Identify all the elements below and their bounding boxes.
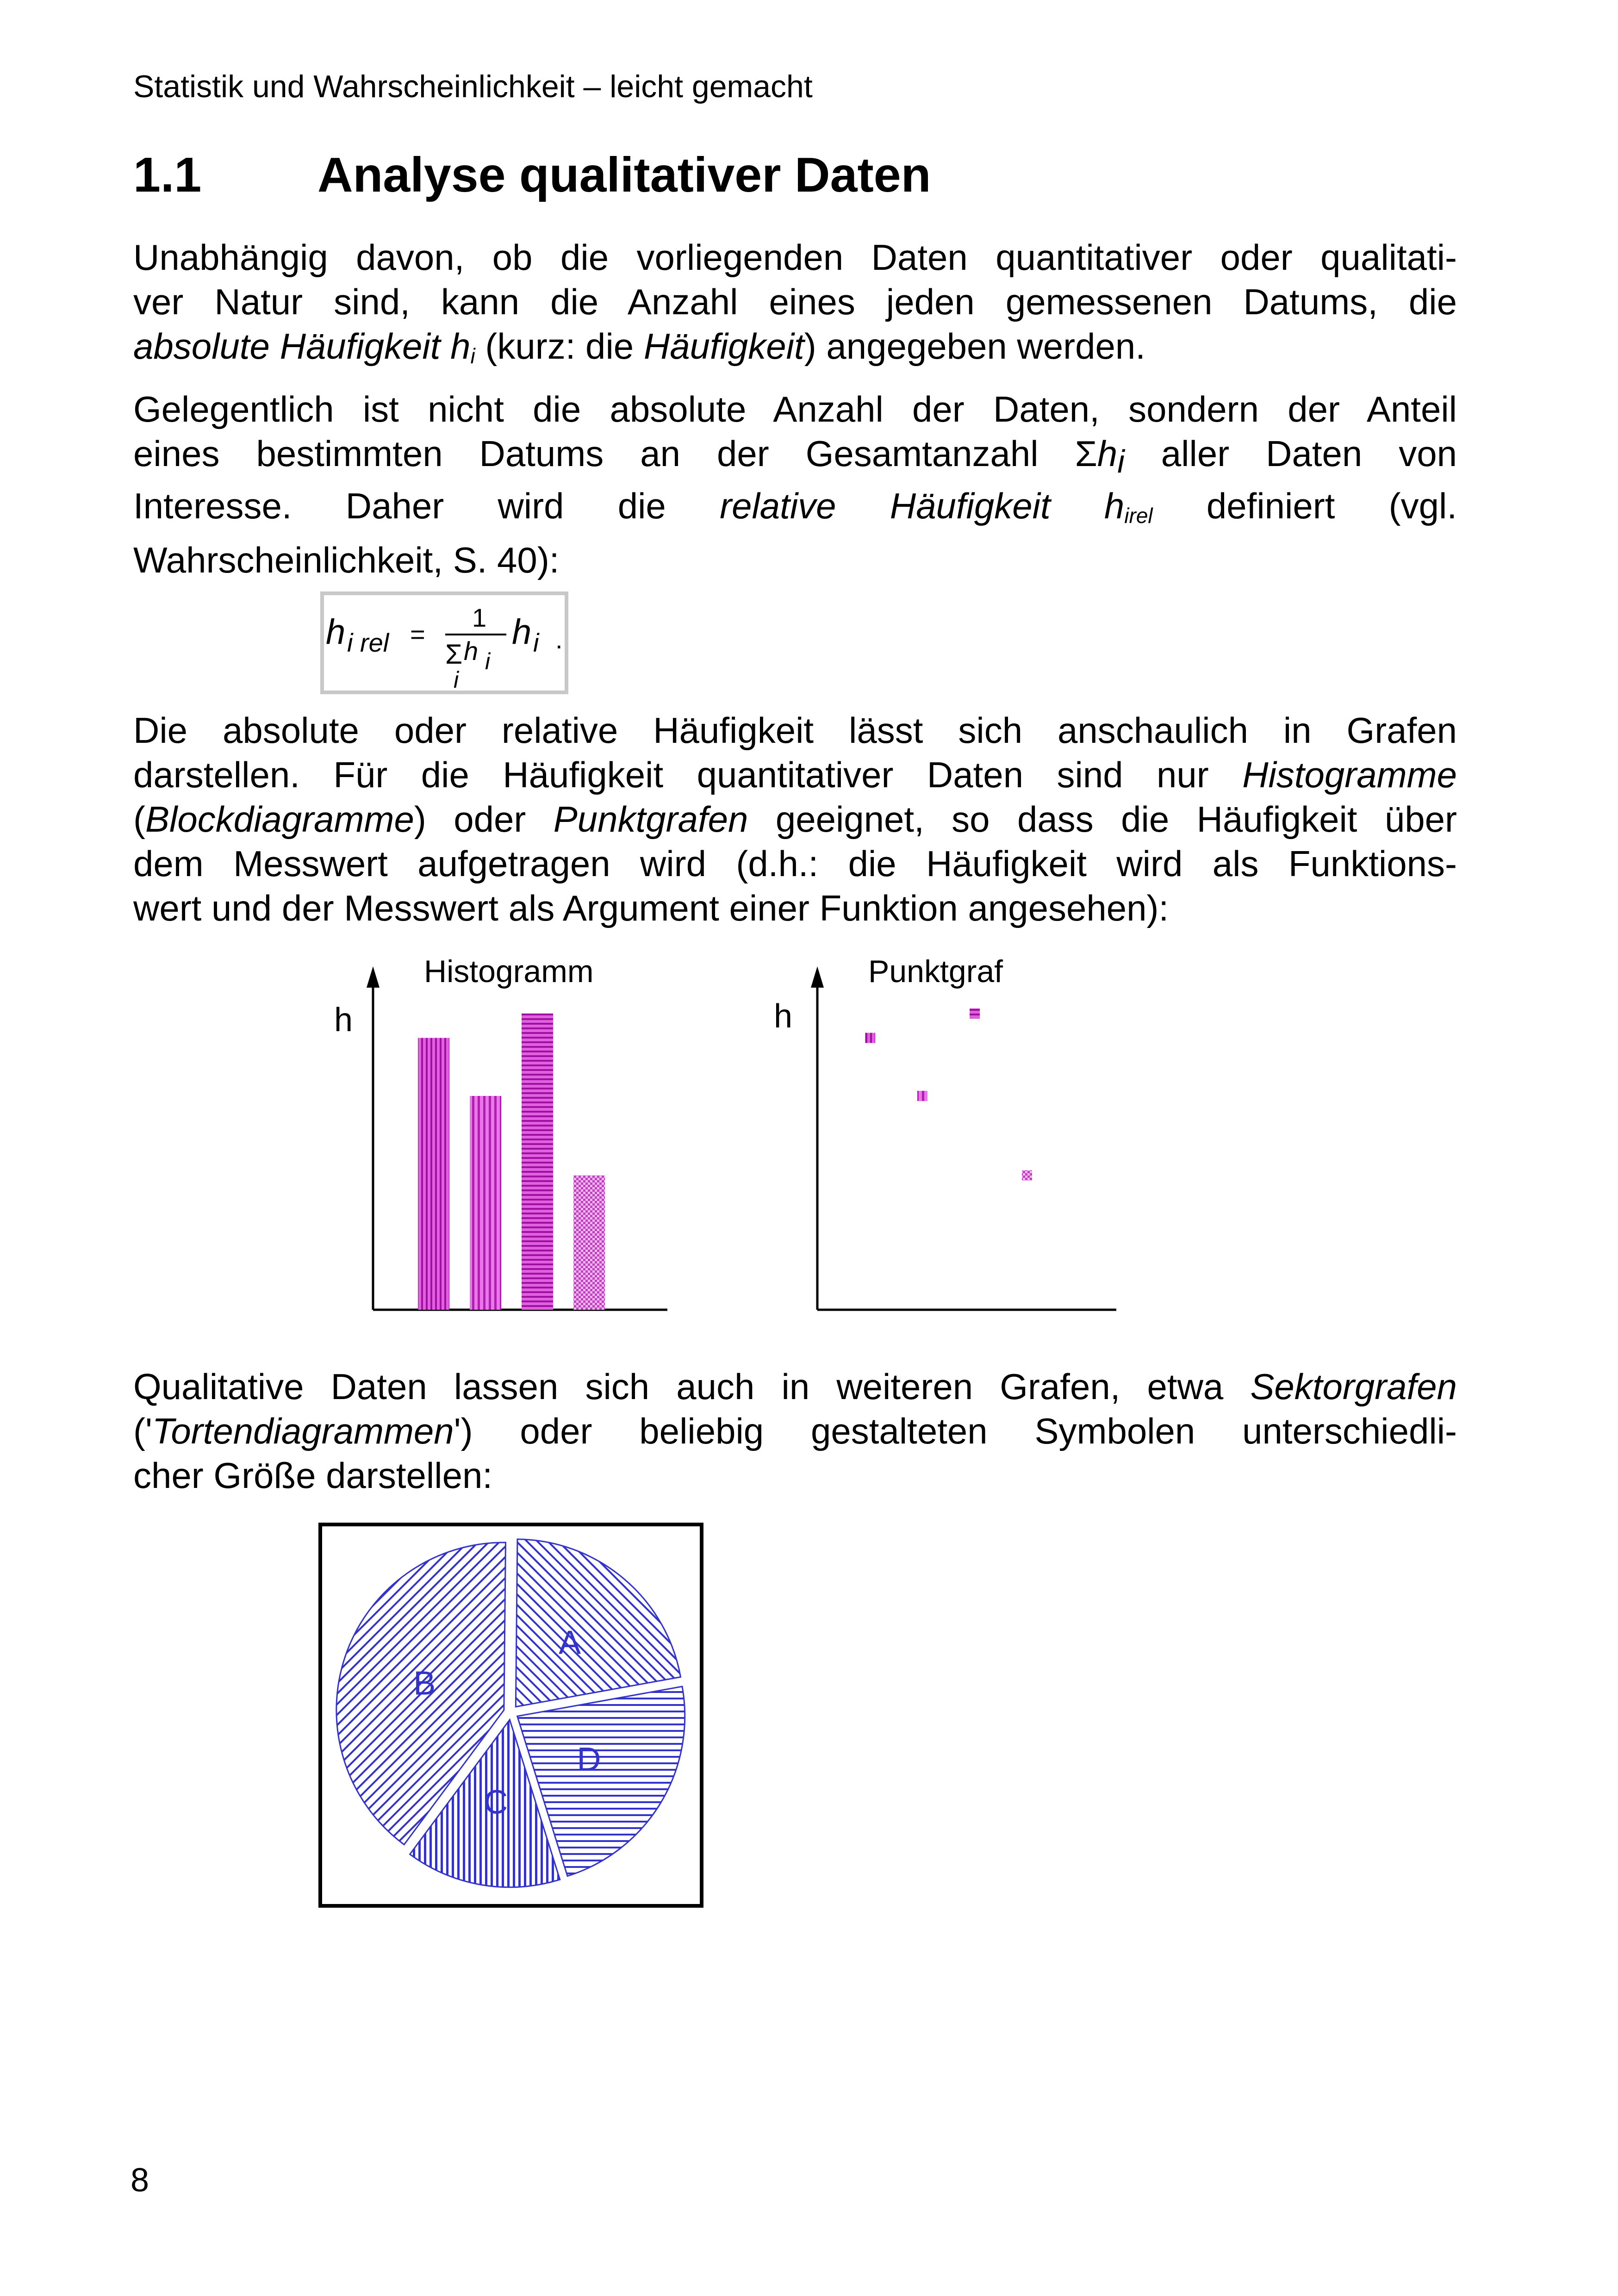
formula-numerator: 1 [472, 603, 487, 632]
p2-line-3 [133, 484, 1457, 538]
formula-box [320, 591, 568, 694]
formula-den-i: i [485, 648, 491, 674]
paragraph-4 [133, 1364, 1457, 1498]
pie-chart [318, 1523, 703, 1908]
dotplot-point-3 [970, 1008, 980, 1019]
p3-line-1: Die absolute oder relative Häufigkeit lässt sich anschaulich in Grafen [133, 710, 1457, 751]
dotplot-point-1 [865, 1033, 875, 1043]
p3-line-3 [133, 797, 1457, 841]
paragraph-3 [133, 708, 1457, 930]
term-relative-haeufigkeit: relative Häufigkeit [720, 485, 1051, 526]
histogram-bars [418, 1014, 605, 1310]
formula-lhs-h: h [326, 612, 346, 652]
term-tortendiagrammen: Tortendiagrammen [152, 1411, 454, 1451]
p3-l3-open: ( [133, 799, 145, 840]
p1-text-end: ) angegeben werden. [804, 326, 1145, 367]
p3-l3-end: geeignet, so dass die Häufigkeit über [748, 799, 1457, 840]
formula-den-h: h [464, 636, 479, 666]
pie-label-B: B [413, 1665, 436, 1702]
p2-l3-end: definiert (vgl. [1206, 485, 1457, 526]
p1-line-1: Unabhängig davon, ob die vorliegenden Daten quantitativer oder qualitati- [133, 237, 1457, 278]
histogram-y-label: h [334, 1002, 353, 1039]
paragraph-1 [133, 235, 1457, 378]
p4-line-1 [133, 1364, 1457, 1409]
histogram-bar-4 [573, 1176, 605, 1310]
p2-l3-text: Interesse. Daher wird die [133, 485, 666, 526]
pie-label-A: A [559, 1624, 581, 1661]
p2-line-1: Gelegentlich ist nicht die absolute Anzahl der Daten, sondern der Anteil [133, 389, 1457, 429]
term-absolute-haeufigkeit: absolute Häufigkeit h [133, 326, 471, 367]
formula-equals: = [410, 620, 425, 649]
pie-label-D: D [577, 1741, 601, 1778]
histogram-y-axis-arrow [367, 966, 380, 988]
p4-l1-text: Qualitative Daten lassen sich auch in weiteren Grafen, etwa [133, 1366, 1251, 1407]
p3-line-4: dem Messwert aufgetragen wird (d.h.: die Häufigkeit wird als Funktions- [133, 843, 1457, 884]
dotplot-point-2 [917, 1091, 927, 1101]
p2-line-4: Wahrscheinlichkeit, S. 40): [133, 540, 560, 580]
section-title: Analyse qualitativer Daten [317, 148, 931, 202]
formula-sum-index: i [454, 667, 459, 691]
i-subscript: i [1117, 443, 1125, 479]
dotplot-y-axis-arrow [811, 966, 824, 988]
p4-line-3: cher Größe darstellen: [133, 1455, 493, 1496]
p2-l2-end: aller Daten von [1161, 433, 1457, 474]
term-haeufigkeit: Häufigkeit [643, 326, 804, 367]
dotplot-points [865, 1008, 1032, 1181]
h-symbol-2: h [1104, 485, 1125, 526]
p3-l3-mid: ) oder [414, 799, 554, 840]
page-number: 8 [131, 2162, 149, 2199]
formula-svg [324, 595, 565, 691]
formula-rhs-h: h [512, 612, 532, 652]
sum-expression [1075, 433, 1125, 479]
histogram-chart [305, 949, 676, 1319]
pie-label-C: C [484, 1784, 508, 1821]
histogram-bar-3 [522, 1014, 553, 1310]
p3-l2-text: darstellen. Für die Häufigkeit quantitativer Daten sind nur [133, 754, 1243, 795]
dotplot-chart [750, 949, 1120, 1319]
dotplot-title: Punktgraf [868, 954, 1003, 989]
p1-line-2: ver Natur sind, kann die Anzahl eines jeden gemessenen Datums, die [133, 281, 1457, 322]
section-number: 1.1 [133, 148, 202, 202]
histogram-title: Histogramm [424, 954, 594, 989]
histogram-bar-2 [470, 1096, 501, 1310]
term-histogramme: Histogramme [1242, 754, 1457, 795]
irel-subscript: irel [1124, 504, 1153, 528]
formula-lhs-sub: i rel [347, 628, 389, 657]
term-sektorgrafen: Sektorgrafen [1250, 1366, 1457, 1407]
p2-l2-text: eines bestimmten Datums an der Gesamtanzahl [133, 433, 1039, 474]
p1-text: (kurz: die [475, 326, 644, 367]
formula-period: . [555, 625, 563, 654]
formula-rhs-i: i [533, 628, 539, 657]
p3-line-5: wert und der Messwert als Argument einer Funktion angesehen): [133, 888, 1169, 928]
running-header: Statistik und Wahrscheinlichkeit – leicht gemacht [133, 69, 813, 104]
p4-line-2 [133, 1409, 1457, 1453]
term-punktgrafen: Punktgrafen [553, 799, 748, 840]
p1-line-3 [133, 324, 1457, 378]
paragraph-2 [133, 387, 1457, 582]
term-blockdiagramme: Blockdiagramme [145, 799, 414, 840]
dotplot-point-4 [1022, 1170, 1032, 1181]
sub-i: i [470, 344, 475, 368]
formula-sum: Σ [445, 639, 463, 670]
histogram-bar-1 [418, 1038, 449, 1310]
p2-line-2 [133, 431, 1457, 484]
sum-symbol: Σ [1075, 433, 1097, 474]
h-symbol: h [1097, 433, 1118, 474]
p4-l2-open: (' [133, 1411, 152, 1451]
dotplot-y-label: h [774, 998, 793, 1035]
p4-l2-end: ') oder beliebig gestalteten Symbolen unterschiedli- [454, 1411, 1457, 1451]
p3-line-2 [133, 753, 1457, 797]
h-irel [1104, 485, 1153, 526]
